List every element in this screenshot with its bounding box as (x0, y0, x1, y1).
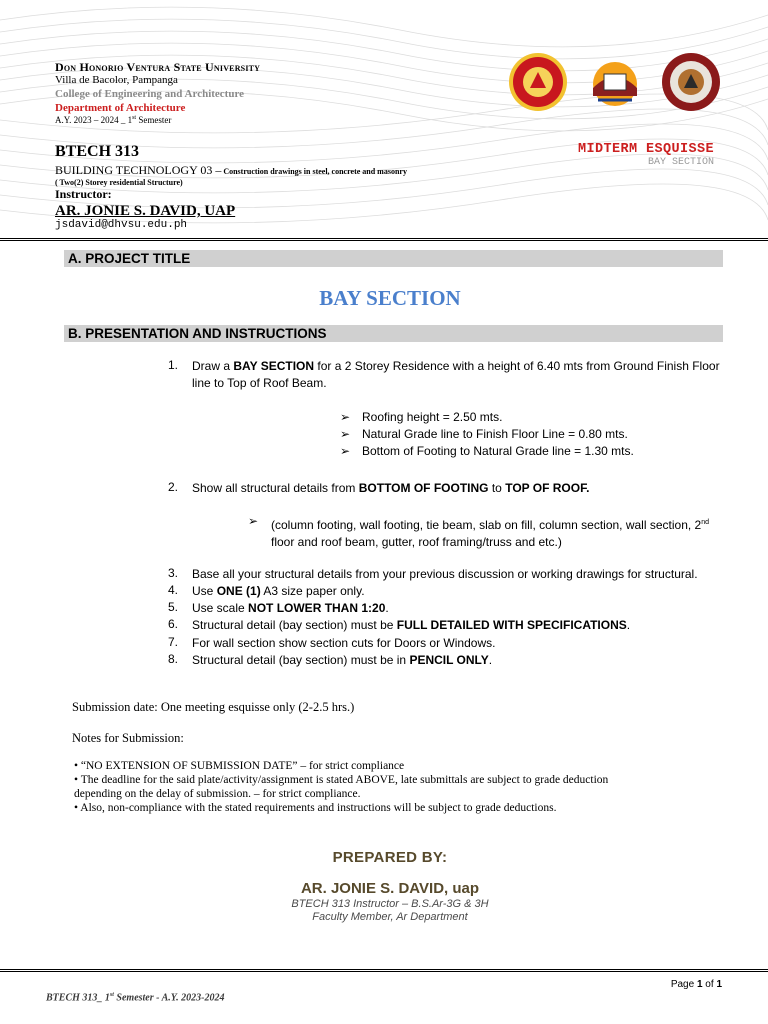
course-structure: ( Two(2) Storey residential Structure) (55, 178, 183, 187)
list-number: 7. (168, 635, 179, 649)
university-name: Don Honorio Ventura State University (55, 60, 261, 74)
list-item: (column footing, wall footing, tie beam, slab on fill, column section, wall section, 2nd floor and roof beam, gutter, roof framing/truss and etc.) (271, 518, 710, 549)
bullet-arrow-icon: ➢ (340, 444, 351, 458)
section-b-heading: B. PRESENTATION AND INSTRUCTIONS (64, 325, 723, 342)
list-item: Use scale NOT LOWER THAN 1:20. (192, 601, 389, 615)
list-number: 3. (168, 566, 179, 580)
list-number: 5. (168, 600, 179, 614)
note-item: • “NO EXTENSION OF SUBMISSION DATE” – for strict compliance (74, 760, 405, 772)
list-number: 8. (168, 652, 179, 666)
list-number: 2. (168, 480, 179, 494)
list-item: Bottom of Footing to Natural Grade line = 1.30 mts. (362, 444, 634, 458)
exam-subtitle: BAY SECTION (647, 157, 714, 168)
page-number: Page 1 of 1 (670, 979, 722, 990)
footer-course: BTECH 313_ 1st Semester - A.Y. 2023-2024 (46, 992, 225, 1004)
course-subject: BUILDING TECHNOLOGY 03 – Construction drawings in steel, concrete and masonry (55, 163, 407, 177)
notes-title: Notes for Submission: (72, 731, 184, 745)
college-name: College of Engineering and Architecture (55, 88, 245, 100)
list-item: For wall section show section cuts for Doors or Windows. (192, 636, 496, 650)
project-title: BAY SECTION (319, 286, 461, 310)
list-number: 4. (168, 583, 179, 597)
list-item: Natural Grade line to Finish Floor Line = 0.80 mts. (362, 427, 628, 441)
bullet-arrow-icon: ➢ (340, 410, 351, 424)
header-divider (0, 238, 768, 241)
dhvsu-logo (593, 62, 637, 106)
list-item: Use ONE (1) A3 size paper only. (192, 584, 365, 598)
instructor-name: AR. JONIE S. DAVID, UAP (55, 203, 236, 219)
footer-divider (0, 969, 768, 972)
department-of-architecture-logo (662, 53, 720, 111)
prepared-by-name: AR. JONIE S. DAVID, uap (300, 880, 480, 897)
submission-date: Submission date: One meeting esquisse only (2-2.5 hrs.) (72, 700, 355, 714)
list-item: Structural detail (bay section) must be FULL DETAILED WITH SPECIFICATIONS. (192, 618, 631, 632)
note-item: • Also, non-compliance with the stated requirements and instructions will be subject to grade deductions. (74, 802, 557, 814)
list-item: Base all your structural details from your previous discussion or working drawings for structural. (192, 567, 698, 581)
department-name: Department of Architecture (55, 102, 186, 114)
instructor-label: Instructor: (55, 187, 112, 201)
bullet-arrow-icon: ➢ (340, 427, 351, 441)
instructor-email: jsdavid@dhvsu.edu.ph (55, 219, 188, 231)
header-logos (508, 52, 722, 112)
list-number: 6. (168, 617, 179, 631)
list-item: Show all structural details from BOTTOM OF FOOTING to TOP OF ROOF. (192, 481, 590, 495)
exam-title: MIDTERM ESQUISSE (577, 142, 714, 157)
prepared-by-position: Faculty Member, Ar Department (312, 911, 468, 923)
university-address: Villa de Bacolor, Pampanga (55, 74, 178, 86)
prepared-by-label: PREPARED BY: (332, 849, 448, 866)
prepared-by-role: BTECH 313 Instructor – B.S.Ar-3G & 3H (291, 898, 489, 910)
note-item: • The deadline for the said plate/activity/assignment is stated ABOVE, late submittals are subject to grade deduction (74, 774, 609, 786)
dhvsu-seal-logo (509, 53, 567, 111)
academic-year: A.Y. 2023 – 2024 _ 1st Semester (55, 115, 172, 125)
list-number: 1. (168, 358, 179, 372)
course-code: BTECH 313 (55, 143, 140, 160)
list-item: Draw a BAY SECTION for a 2 Storey Residence with a height of 6.40 mts from Ground Finish Floor line to Top of Roof Beam. (192, 359, 720, 390)
bullet-arrow-icon: ➢ (248, 514, 259, 528)
list-item: Roofing height = 2.50 mts. (362, 410, 503, 424)
list-item: Structural detail (bay section) must be in PENCIL ONLY. (192, 653, 493, 667)
note-item: depending on the delay of submission. – for strict compliance. (74, 788, 361, 800)
section-a-heading: A. PROJECT TITLE (64, 250, 723, 267)
